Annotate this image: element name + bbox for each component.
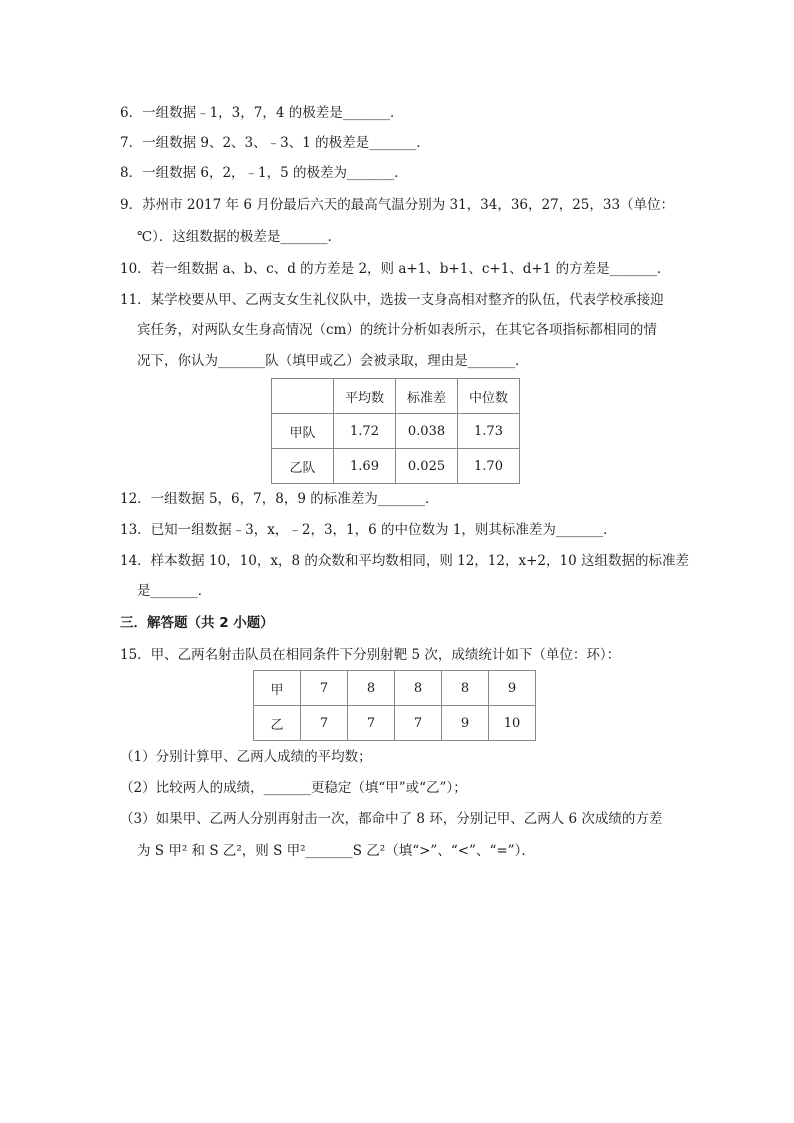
table-cell: 8 [348, 671, 395, 706]
problem-9-line2: ℃）．这组数据的极差是_______． [137, 229, 342, 245]
problem-15-part1: （1）分别计算甲、乙两人成绩的平均数； [120, 749, 372, 765]
table-cell: 乙队 [272, 449, 334, 484]
problem-15-part3-line2: 为 S 甲² 和 S 乙²，则 S 甲²_______S 乙²（填“>”、“<”、“=”）． [137, 843, 535, 859]
table-cell: 1.72 [334, 414, 396, 449]
problem-6: 6．一组数据﹣1，3，7，4 的极差是_______． [120, 105, 404, 121]
table-cell: 1.69 [334, 449, 396, 484]
section-title: 三．解答题（共 2 小题） [120, 615, 274, 631]
problem-7: 7．一组数据 9、2、3、﹣3、1 的极差是_______． [120, 135, 430, 151]
problem-9-line1: 9．苏州市 2017 年 6 月份最后六天的最高气温分别为 31，34，36，27，25，33（单位： [120, 197, 675, 213]
problem-15-part3-line1: （3）如果甲、乙两人分别再射击一次，都命中了 8 环，分别记甲、乙两人 6 次成绩的方差 [120, 811, 663, 827]
table-row [254, 706, 536, 741]
table-header-cell: 平均数 [334, 379, 396, 414]
table-cell: 1.73 [458, 414, 520, 449]
shooting-scores-table [253, 670, 536, 741]
problem-13: 13．已知一组数据﹣3，x，﹣2，3，1，6 的中位数为 1，则其标准差为_______． [120, 522, 617, 538]
problem-8: 8．一组数据 6，2，﹣1，5 的极差为_______． [120, 165, 408, 181]
problem-14-line1: 14．样本数据 10，10，x，8 的众数和平均数相同，则 12，12，x+2，10 这组数据的标准差 [120, 553, 689, 569]
table-cell: 甲 [254, 671, 301, 706]
table-cell: 10 [489, 706, 536, 741]
table-cell: 9 [489, 671, 536, 706]
problem-10: 10．若一组数据 a、b、c、d 的方差是 2，则 a+1、b+1、c+1、d+1 的方差是_______． [120, 261, 671, 277]
problem-11-line3: 况下，你认为_______队（填甲或乙）会被录取，理由是_______． [137, 353, 529, 369]
table-header-cell: 标准差 [396, 379, 458, 414]
table-header-cell: 中位数 [458, 379, 520, 414]
table-cell: 乙 [254, 706, 301, 741]
problem-12: 12．一组数据 5，6，7，8，9 的标准差为_______． [120, 491, 439, 507]
table-cell: 8 [442, 671, 489, 706]
table-cell: 7 [301, 671, 348, 706]
table-row [272, 414, 520, 449]
table-cell: 7 [301, 706, 348, 741]
table-cell: 7 [395, 706, 442, 741]
problem-11-line1: 11．某学校要从甲、乙两支女生礼仪队中，选拔一支身高相对整齐的队伍，代表学校承接迎 [120, 292, 664, 308]
problem-14-line2: 是_______． [137, 583, 212, 599]
table-cell: 1.70 [458, 449, 520, 484]
table-row [272, 449, 520, 484]
table-cell: 甲队 [272, 414, 334, 449]
table-header-row [272, 379, 520, 414]
height-stats-table [271, 378, 520, 484]
table-cell [272, 379, 334, 414]
problem-15-stem: 15．甲、乙两名射击队员在相同条件下分别射靶 5 次，成绩统计如下（单位：环）： [120, 647, 621, 663]
table-cell: 7 [348, 706, 395, 741]
table-cell: 9 [442, 706, 489, 741]
table-cell: 0.038 [396, 414, 458, 449]
table-cell: 0.025 [396, 449, 458, 484]
table-row [254, 671, 536, 706]
problem-11-line2: 宾任务，对两队女生身高情况（cm）的统计分析如表所示，在其它各项指标都相同的情 [137, 322, 657, 338]
table-cell: 8 [395, 671, 442, 706]
problem-15-part2: （2）比较两人的成绩，_______更稳定（填“甲”或“乙”）； [120, 780, 467, 796]
